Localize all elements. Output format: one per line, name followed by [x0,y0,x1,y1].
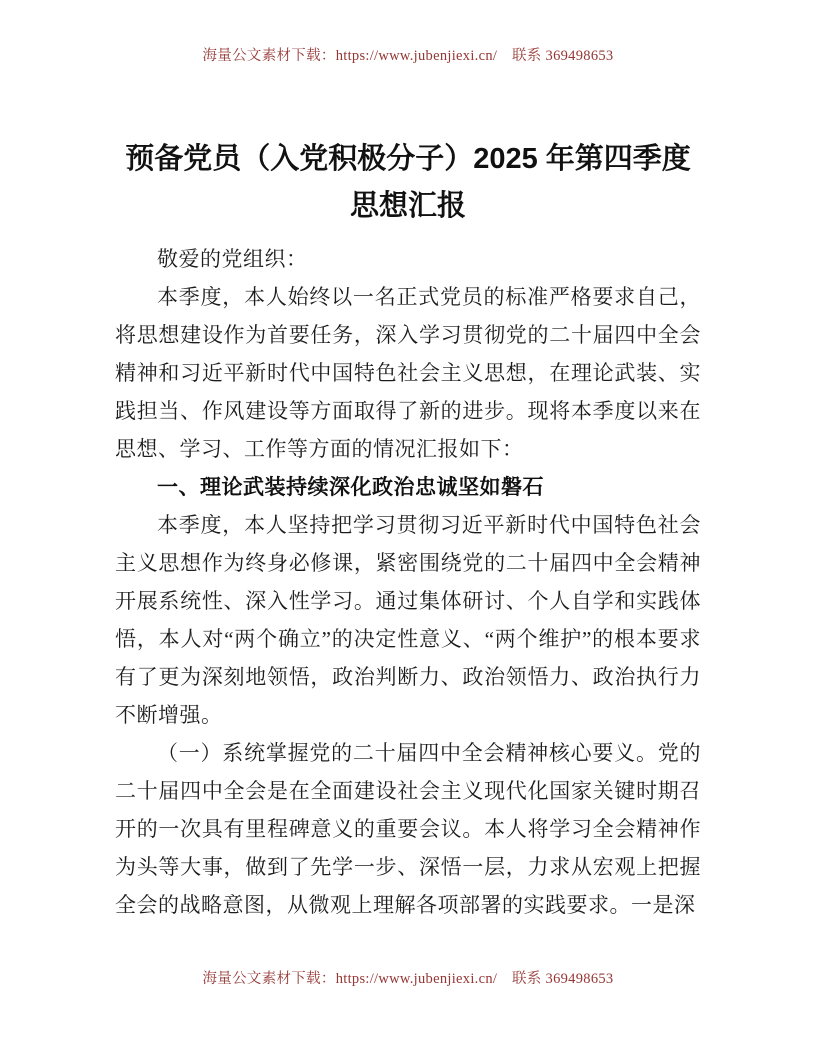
salutation: 敬爱的党组织： [157,247,308,271]
intro-paragraph: 本季度，本人始终以一名正式党员的标准严格要求自己，将思想建设作为首要任务，深入学习贯彻党的二十届四中全会精神和习近平新时代中国特色社会主义思想，在理论武装、实践担当、作风建设等方面取得了新的进步。现将本季度以来在思想、学习、工作等方面的情况汇报如下： [115,285,701,461]
section-heading-1: 一、理论武装持续深化政治忠诚坚如磐石 [157,475,544,499]
footer-source-note: 海量公文素材下载：https://www.jubenjiexi.cn/ 联系 369498653 [202,971,614,987]
document-title: 预备党员（入党积极分子）2025 年第四季度思想汇报 [125,143,691,222]
document-body [115,136,701,924]
section-1-paragraph: 本季度，本人坚持把学习贯彻习近平新时代中国特色社会主义思想作为终身必修课，紧密围绕党的二十届四中全会精神开展系统性、深入性学习。通过集体研讨、个人自学和实践体悟，本人对“两个确立”的决定性意义、“两个维护”的根本要求有了更为深刻地领悟，政治判断力、政治领悟力、政治执行力不断增强。 [115,513,701,727]
header-source-note: 海量公文素材下载：https://www.jubenjiexi.cn/ 联系 369498653 [202,48,614,64]
subsection-1-paragraph: （一）系统掌握党的二十届四中全会精神核心要义。党的二十届四中全会是在全面建设社会主义现代化国家关键时期召开的一次具有里程碑意义的重要会议。本人将学习全会精神作为头等大事，做到了先学一步、深悟一层，力求从宏观上把握全会的战略意图，从微观上理解各项部署的实践要求。一是深 [115,741,701,917]
